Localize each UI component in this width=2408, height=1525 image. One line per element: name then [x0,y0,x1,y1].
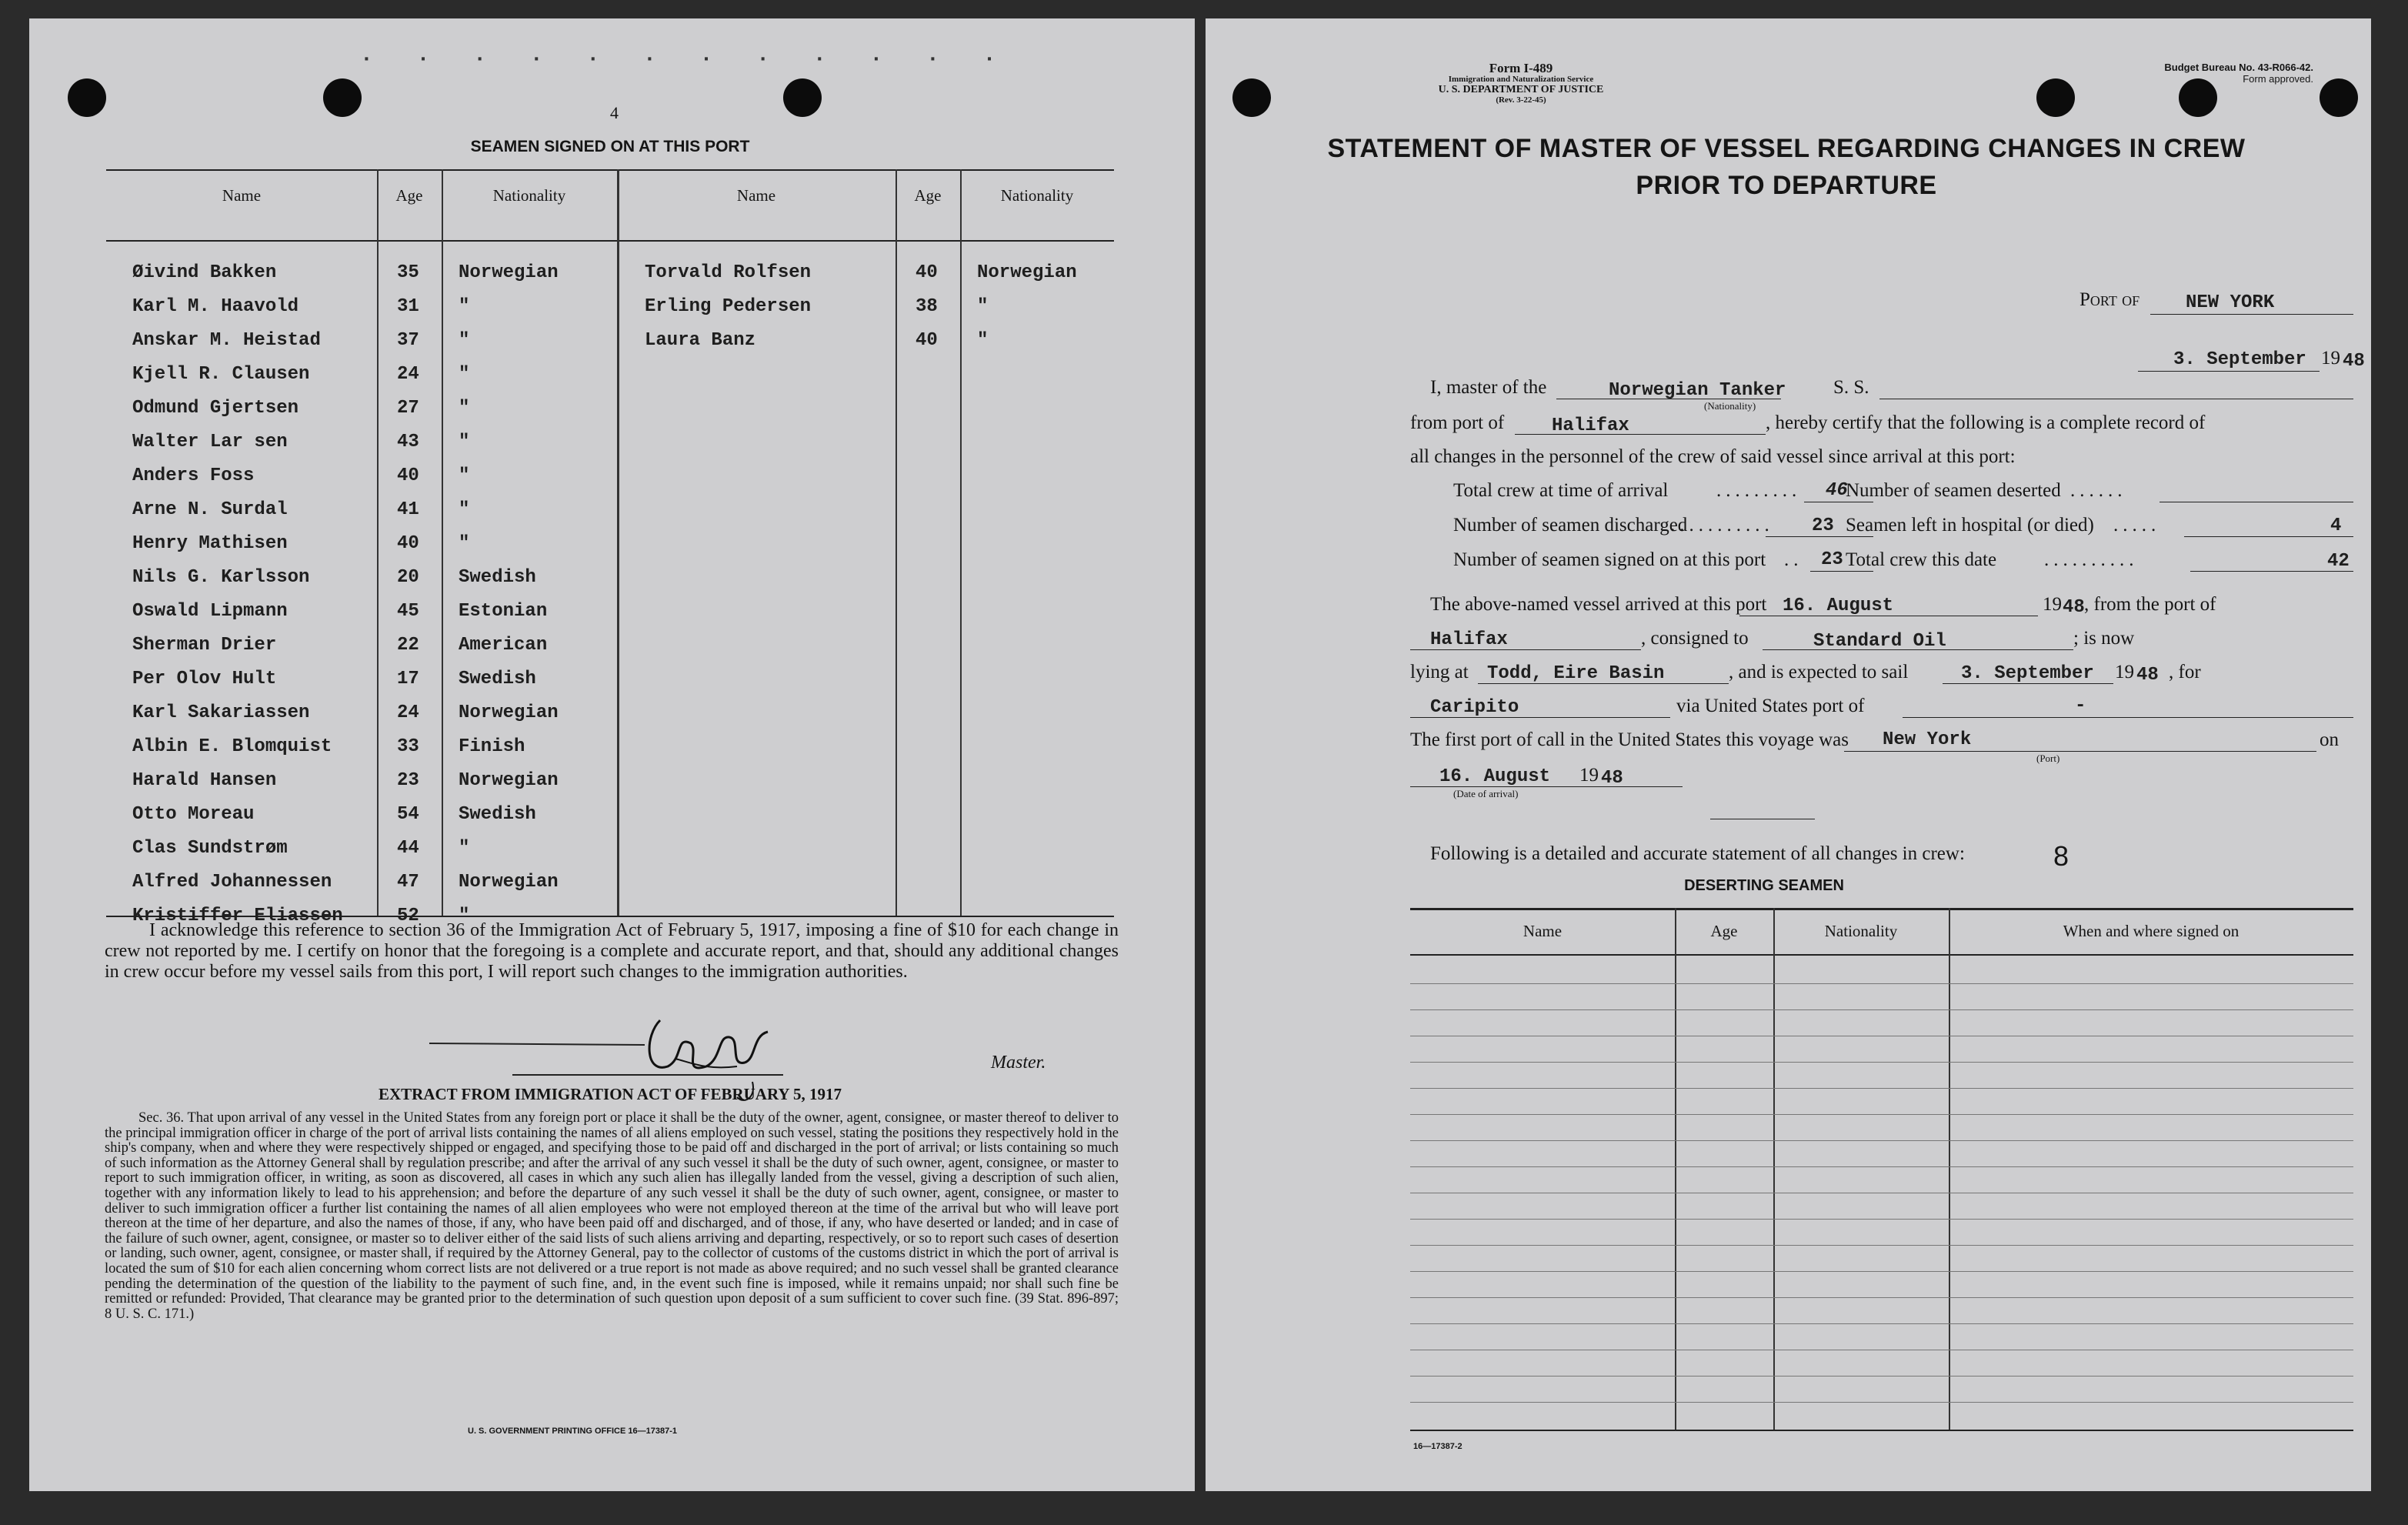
underline [2184,536,2353,537]
seaman-nationality: " [459,466,470,486]
table-row-rule [1410,1009,2353,1010]
seaman-nationality: " [977,330,989,351]
seaman-name: Anskar M. Heistad [132,330,321,351]
seaman-name: Oswald Lipmann [132,601,288,622]
seaman-age: 54 [397,804,419,825]
hospital-value: 4 [2330,516,2342,536]
seaman-name: Øivind Bakken [132,262,277,283]
seaman-nationality: " [977,296,989,317]
for-label: , for [2169,662,2201,682]
total-arrival-label: Total crew at time of arrival [1453,480,1669,501]
dots: ......... [1716,480,1802,501]
seaman-age: 24 [397,702,419,723]
divider-rule [512,1074,666,1076]
table-row [619,486,1114,520]
deserting-header-age: Age [1710,922,1738,940]
seaman-nationality: Swedish [459,567,536,588]
seaman-nationality: Norwegian [977,262,1077,283]
seaman-nationality: " [459,838,470,859]
seaman-nationality: " [459,533,470,554]
seaman-age: 31 [397,296,419,317]
seaman-name: Kristiffer Eliassen [132,906,343,926]
underline [1810,571,1873,572]
destination-value: Caripito [1430,697,1519,718]
table-row [106,859,617,893]
seaman-name: Erling Pedersen [645,296,812,317]
col-divider [1773,908,1775,1430]
col-header-age: Age [914,186,942,205]
seaman-age: 37 [397,330,419,351]
table-row [106,452,617,486]
table-row [106,656,617,689]
changes-count: 8 [2053,840,2069,872]
date-underline [2138,371,2320,372]
table-row [619,351,1114,385]
table-row [619,656,1114,689]
seaman-age: 44 [397,838,419,859]
seaman-age: 23 [397,770,419,791]
table-row [619,385,1114,419]
section-title: SEAMEN SIGNED ON AT THIS PORT [470,138,750,155]
table-row [106,419,617,452]
table-row-rule [1410,1114,2353,1115]
table-header-rule [106,240,1114,242]
col-header-nationality: Nationality [492,186,566,205]
expected-value: 3. September [1961,663,2094,684]
lying-at-label: lying at [1410,662,1469,682]
seaman-age: 17 [397,669,419,689]
consigned-label: , consigned to [1641,628,1749,649]
certify-text-2: all changes in the personnel of the crew of said vessel since arrival at this port: [1410,446,2016,467]
footer-code: 16—17387-2 [1413,1442,1462,1451]
seaman-name: Arne N. Surdal [132,499,288,520]
budget-block [2083,62,2313,85]
form-header [1406,62,1636,105]
seaman-age: 33 [397,736,419,757]
seaman-age: 40 [916,330,938,351]
budget-bureau: Budget Bureau No. 43-R066-42. [2164,62,2313,73]
col-divider [1675,908,1676,1430]
table-row [619,249,1114,283]
table-row [106,689,617,723]
dots: .. [1784,549,1803,570]
seaman-nationality: Norwegian [459,872,559,893]
seaman-name: Karl Sakariassen [132,702,310,723]
table-row-rule [1410,1088,2353,1089]
table-row [106,723,617,757]
col-divider [1949,908,1950,1430]
from-port-value: Halifax [1552,415,1629,436]
punch-hole [68,78,106,117]
seaman-nationality: Norwegian [459,262,559,283]
seaman-name: Harald Hansen [132,770,277,791]
deserting-header-nationality: Nationality [1824,922,1898,940]
table-row [619,520,1114,554]
table-row [619,825,1114,859]
deserting-header-when-where: When and where signed on [2063,922,2240,940]
agency-line1: Immigration and Naturalization Service [1448,75,1594,84]
seaman-nationality: " [459,398,470,419]
port-label: Port of [2079,289,2140,310]
table-row-rule [1410,1062,2353,1063]
seaman-nationality: " [459,906,470,926]
right-page [1206,18,2371,1491]
first-date-value: 16. August [1439,766,1551,787]
via-value: - [2075,696,2086,716]
seaman-name: Henry Mathisen [132,533,288,554]
table-row-rule [1410,1376,2353,1377]
table-row [106,791,617,825]
punch-hole [1232,78,1271,117]
seaman-name: Otto Moreau [132,804,255,825]
table-row [106,622,617,656]
table-row-rule [1410,1140,2353,1141]
punch-hole [2036,78,2075,117]
seaman-name: Sherman Drier [132,635,277,656]
arrived-from-value: Halifax [1430,629,1508,650]
table-row [619,859,1114,893]
seaman-age: 40 [397,466,419,486]
table-row [106,351,617,385]
table-row [619,419,1114,452]
seaman-name: Per Olov Hult [132,669,277,689]
extract-title: EXTRACT FROM IMMIGRATION ACT OF FEBRUARY 5, 1917 [378,1085,842,1103]
seaman-nationality: American [459,635,548,656]
punch-hole [783,78,822,117]
agency-line2: U. S. DEPARTMENT OF JUSTICE [1438,84,1604,95]
seaman-nationality: Norwegian [459,770,559,791]
arrived-year-suffix: 48 [2063,597,2085,618]
col-header-name: Name [222,186,262,205]
table-row [619,588,1114,622]
top-marks: · · · · · · · · · · · · [360,48,1012,72]
port-underline [2150,314,2353,315]
port-value: NEW YORK [2186,292,2275,313]
deserted-label: Number of seamen deserted [1846,480,2061,501]
seaman-nationality: " [459,364,470,385]
seaman-age: 40 [397,533,419,554]
table-row [619,317,1114,351]
first-port-underline [1844,751,2316,752]
seaman-age: 52 [397,906,419,926]
extract-text: Sec. 36. That upon arrival of any vessel in the United States from any foreign port or place it shall be the duty of the owner, agent, consignee, or master thereof to deliver to the principal immigration officer in charge of the port of arrival lists containing the names of all aliens employed on such vessel, stating the positions they respectively hold in the ship's company, when and where they were respectively shipped or engaged, and specifying those to be paid off and discharged in the port of arrival; or lists containing so much of such information as the Attorney General shall by regulation prescribe; and after the arrival of any such vessel it shall be the duty of such owner, agent, consignee, or master to report to such immigration officer, in writing, as soon as discovered, all cases in which any such alien has illegally landed from the vessel, giving a description of such alien, together with any information likely to lead to his apprehension; and before the departure of any such vessel it shall be the duty of such owner, agent, consignee, or master to deliver to such immigration officer a further list containing the names of all alien employees who were not employed thereon at the time of the arrival but who will leave port thereon at the time of her departure, and also the names of those, if any, who have been paid off and discharged, and of those, if any, who have deserted or landed; and in case of the failure of such owner, agent, consignee, or master so to deliver either of the said lists of such aliens arriving and departing, respectively, or so to report such cases of desertion or landing, such owner, agent, consignee, or master shall, if required by the Attorney General, pay to the collector of customs of the customs district in which the port of arrival is located the sum of $10 for each alien concerning whom correct lists are not delivered or a true report is not made as above required; and no such vessel shall be granted clearance pending the determination of the question of the liability to the payment of such fine, and, in the event such fine is imposed, while it remains unpaid; nor shall such fine be remitted or refunded: Provided, That clearance may be granted prior to the determination of such question upon deposit of a sum sufficient to cover such fine. (39 Stat. 896-897; 8 U. S. C. 171.) [105,1110,1119,1322]
table-row [106,588,617,622]
seaman-age: 20 [397,567,419,588]
seaman-age: 47 [397,872,419,893]
table-row [106,283,617,317]
seaman-age: 22 [397,635,419,656]
following-label: Following is a detailed and accurate statement of all changes in crew: [1430,843,1965,864]
table-row-rule [1410,1297,2353,1298]
seaman-age: 45 [397,601,419,622]
col-header-name: Name [736,186,776,205]
revision: (Rev. 3-22-45) [1496,95,1546,105]
arrived-value: 16. August [1783,596,1894,616]
dots: ...... [2070,480,2127,501]
table-row [106,486,617,520]
total-arrival-value: 46 [1826,480,1848,501]
seaman-name: Clas Sundstrøm [132,838,288,859]
seaman-nationality: Estonian [459,601,548,622]
dots: ..... [2113,515,2161,536]
table-row-rule [1410,1166,2353,1167]
dots: .......... [2044,549,2139,570]
seaman-nationality: Swedish [459,669,536,689]
table-row-rule [1410,1323,2353,1324]
acknowledgment-text: I acknowledge this reference to section 36 of the Immigration Act of February 5, 1917, imposing a fine of $10 for each change in crew not reported by me. I certify on honor that the foregoing is a complete and accurate report, and that, should any additional changes in crew occur before my vessel sails from this port, I will report such changes to the immigration authorities. [105,920,1119,982]
total-date-label: Total crew this date [1846,549,1997,570]
table-row-rule [1410,1245,2353,1246]
seaman-age: 43 [397,432,419,452]
ss-label: S. S. [1833,377,1869,398]
table-row [619,757,1114,791]
from-the-port-label: , from the port of [2084,594,2216,615]
lying-at-value: Todd, Eire Basin [1487,663,1665,684]
deserting-table-header-rule [1410,954,2353,956]
seaman-age: 40 [916,262,938,283]
seaman-nationality: Finish [459,736,525,757]
deserting-header-name: Name [1523,922,1563,940]
date-of-arrival-caption: (Date of arrival) [1453,788,1519,799]
table-row [106,249,617,283]
date-year-prefix: 19 [2321,348,2340,369]
dots: ........... [1670,515,1774,536]
date-value: 3. September [2173,349,2306,370]
total-date-value: 42 [2327,551,2350,572]
form-number: Form I-489 [1489,61,1553,75]
table-row-rule [1410,1402,2353,1403]
left-page [29,18,1195,1491]
table-row [619,791,1114,825]
expected-label: , and is expected to sail [1729,662,1909,682]
is-now-label: ; is now [2073,628,2135,649]
seaman-name: Albin E. Blomquist [132,736,332,757]
form-approved: Form approved. [2243,73,2313,85]
first-port-value: New York [1883,729,1972,750]
via-underline [1903,717,2353,718]
table-row [106,520,617,554]
seaman-name: Anders Foss [132,466,255,486]
punch-hole [2320,78,2358,117]
seaman-nationality: " [459,499,470,520]
gpo-footer: U. S. GOVERNMENT PRINTING OFFICE 16—17387-1 [468,1427,678,1436]
seaman-name: Laura Banz [645,330,756,351]
table-row [619,283,1114,317]
table-row [106,385,617,419]
table-row [106,757,617,791]
table-row-rule [1410,983,2353,984]
seaman-age: 27 [397,398,419,419]
table-row-rule [1410,1219,2353,1220]
first-year-suffix: 48 [1601,768,1623,789]
consigned-value: Standard Oil [1813,631,1946,652]
col-header-age: Age [395,186,423,205]
form-title-line2: PRIOR TO DEPARTURE [1636,171,1937,200]
seaman-age: 41 [397,499,419,520]
vessel-value: Norwegian Tanker [1609,380,1786,401]
table-row-rule [1410,1271,2353,1272]
seaman-nationality: Swedish [459,804,536,825]
deserting-table-bottom [1410,1430,2353,1431]
signed-on-value: 23 [1821,549,1843,570]
table-row [619,622,1114,656]
seaman-nationality: Norwegian [459,702,559,723]
table-row [619,723,1114,757]
seaman-name: Odmund Gjertsen [132,398,299,419]
first-port-label: The first port of call in the United States this voyage was [1410,729,1849,750]
seaman-name: Nils G. Karlsson [132,567,310,588]
master-label: Master. [991,1053,1046,1073]
table-row [619,689,1114,723]
seaman-age: 24 [397,364,419,385]
seaman-name: Alfred Johannessen [132,872,332,893]
expected-year-suffix: 48 [2136,665,2159,686]
deserting-title: DESERTING SEAMEN [1684,877,1844,894]
deserting-table-top [1410,908,2353,910]
seaman-nationality: " [459,432,470,452]
table-top-rule [106,169,1114,171]
seaman-nationality: " [459,296,470,317]
nationality-caption: (Nationality) [1704,400,1756,412]
via-label: via United States port of [1676,696,1865,716]
col-header-nationality: Nationality [1000,186,1074,205]
underline [1766,536,1873,537]
seaman-name: Torvald Rolfsen [645,262,812,283]
punch-hole [323,78,362,117]
table-row [619,554,1114,588]
discharged-label: Number of seamen discharged [1453,515,1688,536]
table-row [106,554,617,588]
page-number: 4 [610,103,619,122]
on-label: on [2320,729,2339,750]
seaman-name: Karl M. Haavold [132,296,299,317]
seaman-name: Walter Lar sen [132,432,288,452]
table-row [106,317,617,351]
port-caption: (Port) [2036,752,2060,764]
seaman-name: Kjell R. Clausen [132,364,310,385]
arrived-year-prefix: 19 [2043,594,2062,615]
signed-on-label: Number of seamen signed on at this port [1453,549,1766,570]
first-year-prefix: 19 [1579,765,1599,786]
seaman-age: 38 [916,296,938,317]
hospital-label: Seamen left in hospital (or died) [1846,515,2094,536]
discharged-value: 23 [1812,516,1834,536]
seaman-age: 35 [397,262,419,283]
form-title-line1: STATEMENT OF MASTER OF VESSEL REGARDING CHANGES IN CREW [1327,134,2246,163]
table-row [619,452,1114,486]
certify-text: , hereby certify that the following is a complete record of [1766,412,2206,433]
date-year-suffix: 48 [2343,351,2365,372]
from-port-label: from port of [1410,412,1505,433]
master-of-label: I, master of the [1430,377,1547,398]
expected-year-prefix: 19 [2115,662,2134,682]
table-row [106,825,617,859]
seaman-nationality: " [459,330,470,351]
arrived-label: The above-named vessel arrived at this port [1430,594,1767,615]
